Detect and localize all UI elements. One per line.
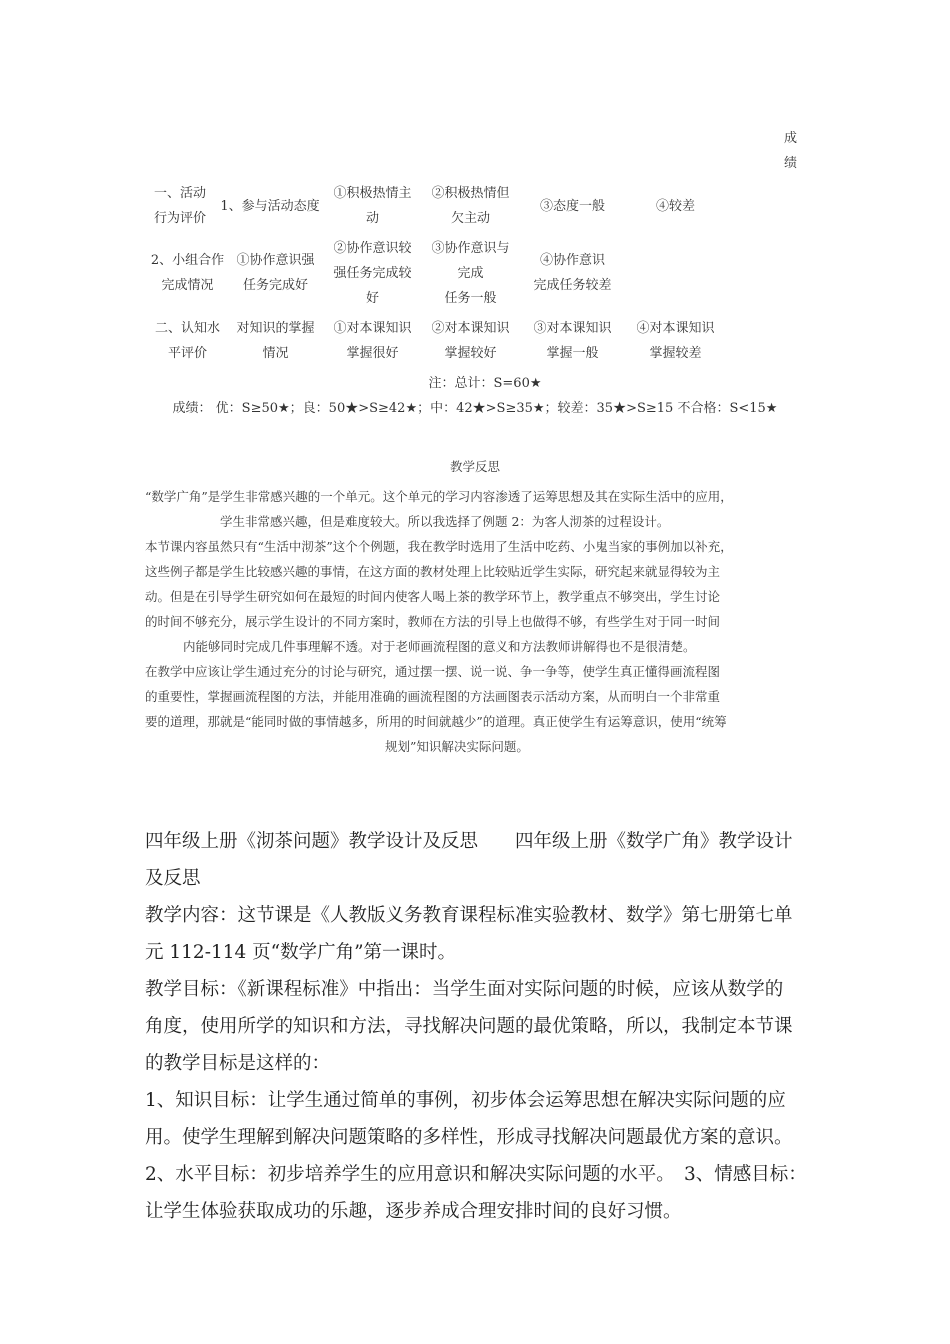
- table-cell: 2、小组合作 完成情况: [150, 253, 225, 293]
- main-text-block: [145, 823, 810, 1230]
- table-cell: ③态度一般: [539, 199, 605, 214]
- main-line: 教学内容：这节课是《人教版义务教育课程标准实验教材、数学》第七册第七单: [145, 905, 793, 926]
- table-cell: 1、参与活动态度: [220, 199, 320, 214]
- table-cell: ②对本课知识 掌握较好: [431, 321, 510, 361]
- main-line: 用。使学生理解到解决问题策略的多样性，形成寻找解决问题最优方案的意识。: [145, 1127, 793, 1148]
- reflection-line: 学生非常感兴趣，但是难度较大。所以我选择了例题 2：为客人沏茶的过程设计。: [220, 514, 670, 529]
- table-cell: ③协作意识与 完成 任务一般: [431, 241, 510, 306]
- table-cell: ①对本课知识 掌握很好: [333, 321, 412, 361]
- table-cell: ②协作意识较 强任务完成较 好: [333, 241, 412, 306]
- main-line: 角度，使用所学的知识和方法，寻找解决问题的最优策略，所以，我制定本节课: [145, 1016, 793, 1037]
- score-header-char-2: 绩: [784, 156, 798, 171]
- table-cell: ①协作意识强 任务完成好: [236, 253, 315, 293]
- main-line: 1、知识目标：让学生通过简单的事例，初步体会运筹思想在解决实际问题的应: [145, 1090, 786, 1111]
- table-cell: ④对本课知识 掌握较差: [636, 321, 715, 361]
- table-cell: ④协作意识 完成任务较差: [533, 253, 612, 293]
- table-cell: 对知识的掌握 情况: [236, 321, 315, 361]
- reflection-line: 动。但是在引导学生研究如何在最短的时间内使客人喝上茶的教学环节上，教学重点不够突出，学生讨论: [145, 589, 721, 604]
- reflection-line: 本节课内容虽然只有“生活中沏茶”这个个例题，我在教学时选用了生活中吃药、小鬼当家的事例加以补充，: [145, 539, 733, 554]
- table-cell: 一、活动 行为评价: [153, 186, 206, 226]
- reflection-line: 这些例子都是学生比较感兴趣的事情，在这方面的教材处理上比较贴近学生实际，研究起来就显得较为主: [145, 564, 721, 579]
- reflection-line: 内能够同时完成几件事理解不透。对于老师画流程图的意义和方法教师讲解得也不是很清楚。: [183, 639, 696, 654]
- main-line: 2、水平目标：初步培养学生的应用意识和解决实际问题的水平。 3、情感目标：: [145, 1164, 807, 1185]
- total-note: 注：总计：S=60★: [428, 376, 542, 391]
- main-line: 四年级上册《沏茶问题》教学设计及反思 四年级上册《数学广角》教学设计: [145, 831, 793, 852]
- reflection-line: 的重要性，掌握画流程图的方法，并能用准确的画流程图的方法画图表示活动方案，从而明白一个非常重: [145, 689, 721, 704]
- main-line: 元 112-114 页“数学广角”第一课时。: [145, 942, 457, 963]
- main-line: 让学生体验获取成功的乐趣，逐步养成合理安排时间的良好习惯。: [145, 1201, 682, 1222]
- main-line: 及反思: [145, 868, 201, 889]
- table-cell: ①积极热情主 动: [333, 186, 412, 226]
- grading-scale: 成绩： 优：S≥50★；良：50★>S≥42★；中：42★>S≥35★；较差：35★>S≥15 不合格：S<15★: [172, 401, 778, 416]
- table-cell: ②积极热情但 欠主动: [431, 186, 510, 226]
- reflection-line: “数学广角”是学生非常感兴趣的一个单元。这个单元的学习内容渗透了运筹思想及其在实际生活中的应用，: [145, 489, 733, 504]
- table-cell: ③对本课知识 掌握一般: [533, 321, 612, 361]
- main-line: 的教学目标是这样的：: [145, 1053, 331, 1074]
- reflection-line: 的时间不够充分，展示学生设计的不同方案时，教师在方法的引导上也做得不够，有些学生对于同一时间: [145, 614, 721, 629]
- reflection-line: 规划”知识解决实际问题。: [385, 739, 529, 754]
- reflection-line: 要的道理，那就是“能同时做的事情越多，所用的时间就越少”的道理。真正使学生有运筹意识，使用“统筹: [145, 714, 727, 729]
- table-cell: 二、认知水 平评价: [154, 321, 220, 361]
- score-header-char-1: 成: [784, 131, 798, 146]
- reflection-title: 教学反思: [449, 459, 500, 474]
- main-line: 教学目标：《新课程标准》中指出：当学生面对实际问题的时候，应该从数学的: [145, 979, 784, 1000]
- table-cell: ④较差: [655, 199, 695, 214]
- reflection-line: 在教学中应该让学生通过充分的讨论与研究，通过摆一摆、说一说、争一争等，使学生真正懂得画流程图: [145, 664, 721, 679]
